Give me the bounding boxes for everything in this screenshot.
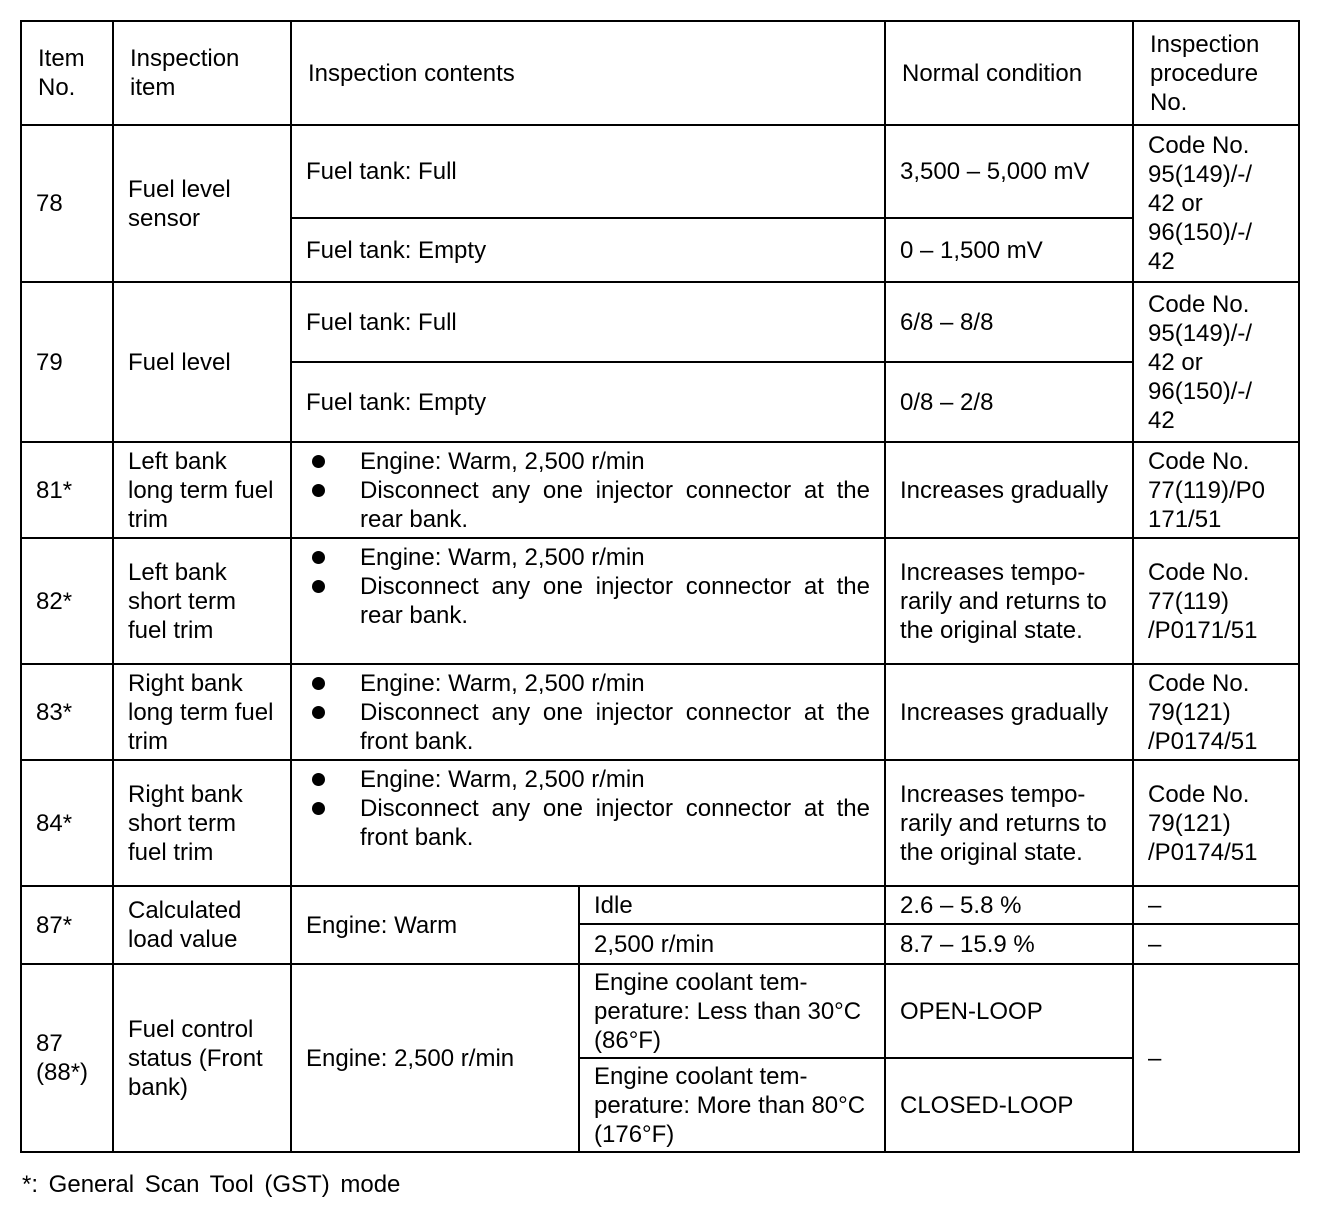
contents-cell <box>291 760 885 886</box>
bullet-icon <box>312 484 325 497</box>
bullet-list <box>306 447 870 534</box>
item-no-cell: 78 <box>21 125 113 282</box>
bullet-list <box>306 765 870 852</box>
bullet-list <box>306 669 870 756</box>
bullet-item <box>306 669 870 698</box>
contents-cell: Fuel tank: Empty <box>291 362 885 442</box>
procedure-cell: Code No. 79(121) /P0174/51 <box>1133 760 1299 886</box>
normal-cell: Increases tempo-rarily and returns to the original state. <box>885 760 1133 886</box>
contents-cell: Fuel tank: Full <box>291 125 885 218</box>
bullet-item <box>306 543 870 572</box>
item-no-cell: 81* <box>21 442 113 538</box>
normal-cell: Increases gradually <box>885 442 1133 538</box>
header-row <box>21 21 1299 125</box>
bullet-item <box>306 572 870 630</box>
contents-cell <box>291 538 885 664</box>
item-no-cell: 82* <box>21 538 113 664</box>
normal-cell: 8.7 – 15.9 % <box>885 924 1133 964</box>
procedure-cell: Code No. 95(149)/-/ 42 or 96(150)/-/ 42 <box>1133 125 1299 282</box>
item-no-cell: 84* <box>21 760 113 886</box>
bullet-icon <box>312 455 325 468</box>
table-row <box>21 538 1299 664</box>
header-inspection-item: Inspection item <box>113 21 291 125</box>
procedure-cell: – <box>1133 886 1299 924</box>
table-row <box>21 442 1299 538</box>
normal-cell: 0/8 – 2/8 <box>885 362 1133 442</box>
table-row <box>21 664 1299 760</box>
item-no-cell: 87* <box>21 886 113 964</box>
normal-cell: Increases gradually <box>885 664 1133 760</box>
inspection-item-cell: Right bank long term fuel trim <box>113 664 291 760</box>
inspection-item-cell: Fuel control status (Front bank) <box>113 964 291 1152</box>
normal-cell: OPEN-LOOP <box>885 964 1133 1058</box>
contents-cell: Fuel tank: Empty <box>291 218 885 282</box>
header-procedure-no: Inspection procedure No. <box>1133 21 1299 125</box>
contents-cell <box>291 664 885 760</box>
procedure-cell: Code No. 77(119)/P0 171/51 <box>1133 442 1299 538</box>
bullet-item <box>306 476 870 534</box>
bullet-text: Engine: Warm, 2,500 r/min <box>360 447 645 475</box>
bullet-text: Disconnect any one injector connector at the rear bank. <box>360 573 870 629</box>
bullet-icon <box>312 802 325 815</box>
inspection-item-cell: Left bank long term fuel trim <box>113 442 291 538</box>
item-no-cell: 87 (88*) <box>21 964 113 1152</box>
bullet-text: Engine: Warm, 2,500 r/min <box>360 544 645 571</box>
bullet-item <box>306 765 870 794</box>
item-no-cell: 79 <box>21 282 113 442</box>
procedure-cell: Code No. 95(149)/-/ 42 or 96(150)/-/ 42 <box>1133 282 1299 442</box>
normal-cell: Increases tempo-rarily and returns to the original state. <box>885 538 1133 664</box>
procedure-cell: Code No. 79(121) /P0174/51 <box>1133 664 1299 760</box>
table-row <box>21 886 1299 924</box>
table-row <box>21 282 1299 362</box>
inspection-item-cell: Fuel level sensor <box>113 125 291 282</box>
bullet-icon <box>312 773 325 786</box>
sub-condition-cell: Engine coolant tem-perature: More than 80°C (176°F) <box>579 1058 885 1152</box>
inspection-item-cell: Fuel level <box>113 282 291 442</box>
bullet-text: Engine: Warm, 2,500 r/min <box>360 669 645 697</box>
sub-condition-cell: 2,500 r/min <box>579 924 885 964</box>
contents-cell <box>291 442 885 538</box>
bullet-icon <box>312 706 325 719</box>
footnote: *: General Scan Tool (GST) mode <box>22 1171 401 1198</box>
inspection-item-cell: Left bank short term fuel trim <box>113 538 291 664</box>
inspection-item-cell: Calculated load value <box>113 886 291 964</box>
bullet-text: Disconnect any one injector connector at the rear bank. <box>360 476 870 533</box>
bullet-text: Engine: Warm, 2,500 r/min <box>360 766 645 793</box>
bullet-list <box>306 543 870 630</box>
bullet-item <box>306 447 870 476</box>
normal-cell: 3,500 – 5,000 mV <box>885 125 1133 218</box>
condition-cell: Engine: 2,500 r/min <box>291 964 579 1152</box>
inspection-table <box>20 20 1300 1153</box>
table-row <box>21 760 1299 886</box>
item-no-cell: 83* <box>21 664 113 760</box>
contents-cell: Fuel tank: Full <box>291 282 885 362</box>
normal-cell: 0 – 1,500 mV <box>885 218 1133 282</box>
normal-cell: CLOSED-LOOP <box>885 1058 1133 1152</box>
bullet-icon <box>312 677 325 690</box>
normal-cell: 6/8 – 8/8 <box>885 282 1133 362</box>
normal-cell: 2.6 – 5.8 % <box>885 886 1133 924</box>
table-row <box>21 125 1299 218</box>
bullet-item <box>306 794 870 852</box>
bullet-icon <box>312 580 325 593</box>
inspection-item-cell: Right bank short term fuel trim <box>113 760 291 886</box>
header-normal-condition: Normal condition <box>885 21 1133 125</box>
procedure-cell: – <box>1133 964 1299 1152</box>
procedure-cell: – <box>1133 924 1299 964</box>
bullet-text: Disconnect any one injector connector at the front bank. <box>360 698 870 755</box>
condition-cell: Engine: Warm <box>291 886 579 964</box>
header-inspection-contents: Inspection contents <box>291 21 885 125</box>
bullet-item <box>306 698 870 756</box>
bullet-icon <box>312 551 325 564</box>
sub-condition-cell: Idle <box>579 886 885 924</box>
bullet-text: Disconnect any one injector connector at the front bank. <box>360 795 870 851</box>
sub-condition-cell: Engine coolant tem-perature: Less than 30°C (86°F) <box>579 964 885 1058</box>
header-item-no: Item No. <box>21 21 113 125</box>
table-row <box>21 964 1299 1058</box>
procedure-cell: Code No. 77(119) /P0171/51 <box>1133 538 1299 664</box>
